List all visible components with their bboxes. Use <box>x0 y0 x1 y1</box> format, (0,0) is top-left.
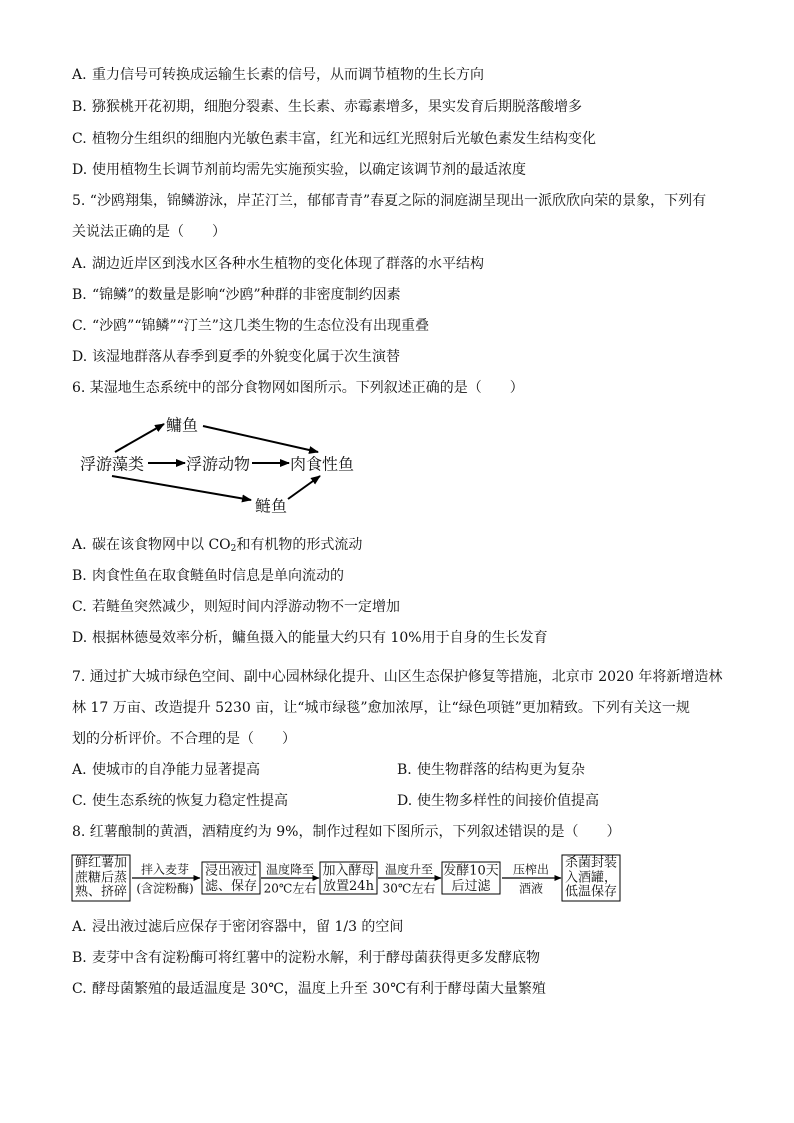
option-text: 根据林德曼效率分析，鳙鱼摄入的能量大约只有 10%用于自身的生长发育 <box>92 630 548 646</box>
option-text: 使用植物生长调节剂前均需先实施预实验，以确定该调节剂的最适浓度 <box>92 162 526 178</box>
option-text: “沙鸥”“锦鳞”“汀兰”这几类生物的生态位没有出现重叠 <box>92 318 429 334</box>
arrow-bighead-carp-to-carnivorous-fish <box>203 426 318 452</box>
flow-step-2-line-1: 浸出液过 <box>204 863 258 879</box>
q5-option-a <box>72 255 484 273</box>
option-label: C. <box>72 793 87 809</box>
option-label: B. <box>72 99 87 115</box>
q6-stem: 6. 某湿地生态系统中的部分食物网如图所示。下列叙述正确的是（ ） <box>72 380 524 396</box>
flow-step-5-line-1: 杀菌封装 <box>564 855 618 871</box>
option-label: B. <box>72 950 87 966</box>
flow-step-1-line-3: 熟、挤碎 <box>74 884 128 900</box>
option-label: B. <box>397 762 412 778</box>
option-label: D. <box>72 162 88 178</box>
flow-arrow-4-label-below: 酒液 <box>518 881 544 896</box>
option-text: 植物分生组织的细胞内光敏色素丰富，红光和远红光照射后光敏色素发生结构变化 <box>92 131 596 147</box>
flow-step-4-line-2: 后过滤 <box>451 879 491 894</box>
option-text: 该湿地群落从春季到夏季的外貌变化属于次生演替 <box>92 349 400 365</box>
flow-arrow-1-label-below: (含淀粉酶) <box>136 881 194 896</box>
q6-option-d <box>72 629 548 647</box>
flow-step-1-line-2: 蔗糖后蒸 <box>74 870 128 886</box>
q7-stem-line-2: 林 17 万亩、改造提升 5230 亩，让“城市绿毯”愈加浓厚，让“绿色项链”更加精致。下列有关这一规 <box>72 700 690 716</box>
option-label: A. <box>72 762 87 778</box>
option-label: B. <box>72 287 87 303</box>
food-web-diagram <box>0 400 400 525</box>
option-text: 浸出液过滤后应保存于密闭容器中，留 1/3 的空间 <box>92 919 404 935</box>
flow-step-5-line-3: 低温保存 <box>564 884 618 900</box>
q7-stem-line-3: 划的分析评价。不合理的是（ ） <box>72 731 296 747</box>
option-text: 使生物多样性的间接价值提高 <box>417 793 599 809</box>
q5-option-c <box>72 317 429 335</box>
option-text: 酵母菌繁殖的最适温度是 30℃，温度上升至 30℃有利于酵母菌大量繁殖 <box>92 981 546 997</box>
q4-option-d <box>72 161 526 179</box>
q7-option-b <box>397 761 585 779</box>
q4-option-a <box>72 66 484 84</box>
option-label: A. <box>72 537 87 553</box>
node-bighead-carp: 鳙鱼 <box>165 415 199 435</box>
option-text: 使城市的自净能力显著提高 <box>92 762 260 778</box>
option-text: 使生物群落的结构更为复杂 <box>417 762 585 778</box>
option-label: B. <box>72 568 87 584</box>
option-label: D. <box>397 793 413 809</box>
option-label: A. <box>72 919 87 935</box>
flow-step-3-line-1: 加入酵母 <box>322 863 375 879</box>
option-label: C. <box>72 318 87 334</box>
q8-option-c <box>72 980 546 998</box>
q4-option-c <box>72 130 596 148</box>
option-text: 湖边近岸区到浅水区各种水生植物的变化体现了群落的水平结构 <box>92 256 484 272</box>
option-subscript: 2 <box>230 544 237 554</box>
q5-option-b <box>72 286 401 304</box>
arrow-phytoplankton-to-silver-carp <box>112 476 251 500</box>
flow-arrow-3-label-above: 温度升至 <box>384 862 434 877</box>
flow-step-3-line-2: 放置24h <box>323 879 374 894</box>
option-text: 若鲢鱼突然减少，则短时间内浮游动物不一定增加 <box>92 599 400 615</box>
process-flowchart <box>0 850 640 906</box>
option-text-after: 和有机物的形式流动 <box>236 537 363 553</box>
q8-option-a <box>72 918 403 936</box>
option-text-before: 碳在该食物网中以 CO <box>92 537 231 553</box>
flow-arrow-2-label-above: 温度降至 <box>265 862 315 877</box>
option-label: A. <box>72 67 87 83</box>
option-label: C. <box>72 131 87 147</box>
flow-arrow-3-label-below: 30℃左右 <box>382 881 436 896</box>
flow-step-1-line-1: 鲜红薯加 <box>74 855 128 871</box>
q7-option-c <box>72 792 288 810</box>
flow-arrow-2-label-below: 20℃左右 <box>263 881 317 896</box>
option-label: C. <box>72 599 87 615</box>
q8-stem: 8. 红薯酿制的黄酒，酒精度约为 9%，制作过程如下图所示，下列叙述错误的是（ ） <box>72 824 621 840</box>
option-text: 麦芽中含有淀粉酶可将红薯中的淀粉水解，利于酵母菌获得更多发酵底物 <box>92 950 540 966</box>
node-phytoplankton: 浮游藻类 <box>79 454 145 474</box>
option-label: C. <box>72 981 87 997</box>
flow-step-2-line-2: 滤、保存 <box>204 879 258 894</box>
option-text: 重力信号可转换成运输生长素的信号，从而调节植物的生长方向 <box>92 67 484 83</box>
arrow-phytoplankton-to-bighead-carp <box>115 424 164 452</box>
option-text: “锦鳞”的数量是影响“沙鸥”种群的非密度制约因素 <box>92 287 401 303</box>
node-carnivorous-fish: 肉食性鱼 <box>289 454 355 474</box>
q6-option-a <box>72 536 362 554</box>
q5-stem-line-1: 5. “沙鸥翔集，锦鳞游泳，岸芷汀兰，郁郁青青”春夏之际的洞庭湖呈现出一派欣欣向荣的景象，下列有 <box>72 193 707 209</box>
option-label: D. <box>72 630 88 646</box>
q7-option-d <box>397 792 599 810</box>
arrow-silver-carp-to-carnivorous-fish <box>288 476 320 499</box>
q5-option-d <box>72 348 400 366</box>
flow-arrow-1-label-above: 拌入麦芽 <box>140 862 190 877</box>
q6-option-b <box>72 567 344 585</box>
flow-arrow-4-label-above: 压榨出 <box>512 862 550 877</box>
q8-option-b <box>72 949 540 967</box>
q7-option-a <box>72 761 260 779</box>
option-label: A. <box>72 256 87 272</box>
option-text: 使生态系统的恢复力稳定性提高 <box>92 793 288 809</box>
q4-option-b <box>72 98 582 116</box>
option-label: D. <box>72 349 88 365</box>
q5-stem-line-2: 关说法正确的是（ ） <box>72 224 226 240</box>
q7-stem-line-1: 7. 通过扩大城市绿色空间、副中心园林绿化提升、山区生态保护修复等措施，北京市 2020 年将新增造林 <box>72 669 723 685</box>
node-zooplankton: 浮游动物 <box>185 454 251 474</box>
option-text: 肉食性鱼在取食鲢鱼时信息是单向流动的 <box>92 568 344 584</box>
q6-option-c <box>72 598 400 616</box>
option-text: 猕猴桃开花初期，细胞分裂素、生长素、赤霉素增多，果实发育后期脱落酸增多 <box>92 99 582 115</box>
flow-step-4-line-1: 发酵10天 <box>443 863 499 879</box>
flow-step-5-line-2: 入酒罐， <box>564 870 618 886</box>
node-silver-carp: 鲢鱼 <box>254 496 288 516</box>
